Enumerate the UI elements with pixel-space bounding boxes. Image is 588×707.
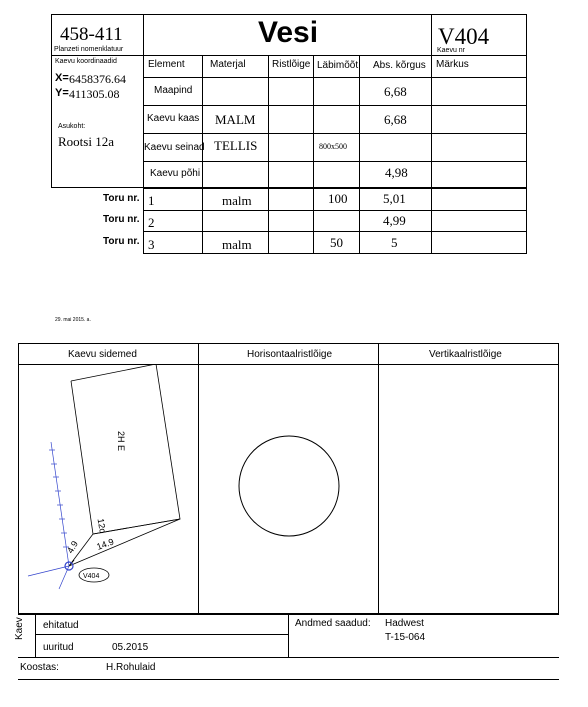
author-label: Koostas:: [20, 662, 59, 673]
pipe-elevation: 5,01: [383, 191, 406, 206]
table-row-element: Kaevu põhi: [150, 168, 201, 179]
x-value: 6458376.64: [69, 72, 126, 86]
page-title: Vesi: [258, 16, 319, 49]
manhole-number-label: Kaevu nr: [437, 47, 466, 54]
col-material: Materjal: [210, 59, 246, 70]
vertical-section-label: Vertikaalristlõige: [429, 349, 502, 360]
horizontal-section-drawing: [198, 364, 378, 614]
table-row-elevation: 6,68: [384, 84, 407, 99]
site-sketch: [18, 364, 198, 614]
building-label: 2H E: [116, 431, 126, 452]
horizontal-section-label: Horisontaalristlõige: [247, 349, 333, 360]
table-row-element: Kaevu kaas: [147, 113, 200, 124]
data-from-code: T-15-064: [385, 632, 426, 643]
pipe-label: Toru nr.: [103, 193, 140, 204]
y-value: 411305.08: [69, 87, 120, 101]
y-label: Y=: [55, 87, 69, 99]
dim-b-label: 14.9: [95, 536, 116, 552]
data-from-value: Hadwest: [385, 618, 424, 629]
manhole-number-value: V404: [438, 24, 490, 49]
table-row-element: Maapind: [154, 85, 193, 96]
pipe-no: 2: [148, 215, 155, 230]
author-value: H.Rohulaid: [106, 662, 156, 673]
surveyed-label: uuritud: [43, 642, 74, 653]
built-label: ehitatud: [43, 620, 79, 631]
coords-label: Kaevu koordinaadid: [55, 58, 117, 65]
pipe-label: Toru nr.: [103, 236, 140, 247]
dim-c-label: 4.9: [65, 539, 80, 555]
manhole-tag: V404: [83, 573, 100, 580]
ties-label: Kaevu sidemed: [68, 349, 137, 360]
surveyed-value: 05.2015: [112, 642, 149, 653]
col-section: Ristlõige: [272, 59, 311, 70]
pipe-diameter: 50: [330, 235, 343, 250]
pipe-material: malm: [222, 237, 252, 252]
pipe-no: 1: [148, 193, 155, 208]
pipe-elevation: 5: [391, 235, 398, 250]
pipe-diameter: 100: [328, 191, 348, 206]
nomenclature-label: Planzeti nomenklatuur: [54, 46, 124, 53]
pipe-label: Toru nr.: [103, 214, 140, 225]
nomenclature-value: 458-411: [60, 24, 123, 45]
table-row-material: MALM: [215, 112, 256, 127]
col-notes: Märkus: [436, 59, 469, 70]
dim-a-label: 12o: [95, 517, 108, 535]
location-label: Asukoht:: [58, 123, 86, 130]
x-label: X=: [55, 72, 69, 84]
date-text: 29. mai 2015. a.: [55, 317, 91, 323]
table-row-elevation: 4,98: [385, 165, 408, 180]
kaev-label: Kaev: [14, 617, 25, 640]
table-row-material: TELLIS: [214, 138, 258, 153]
col-elevation: Abs. kõrgus: [373, 60, 426, 71]
pipe-material: malm: [222, 193, 252, 208]
table-row-element: Kaevu seinad: [144, 142, 205, 153]
col-diameter: Läbimõõt: [317, 60, 359, 71]
pipe-no: 3: [148, 237, 155, 252]
data-from-label: Andmed saadud:: [295, 618, 371, 629]
table-row-elevation: 6,68: [384, 112, 407, 127]
location-value: Rootsi 12a: [58, 134, 114, 149]
table-row-diameter: 800x500: [319, 142, 347, 151]
col-element: Element: [148, 59, 185, 70]
pipe-elevation: 4,99: [383, 213, 406, 228]
